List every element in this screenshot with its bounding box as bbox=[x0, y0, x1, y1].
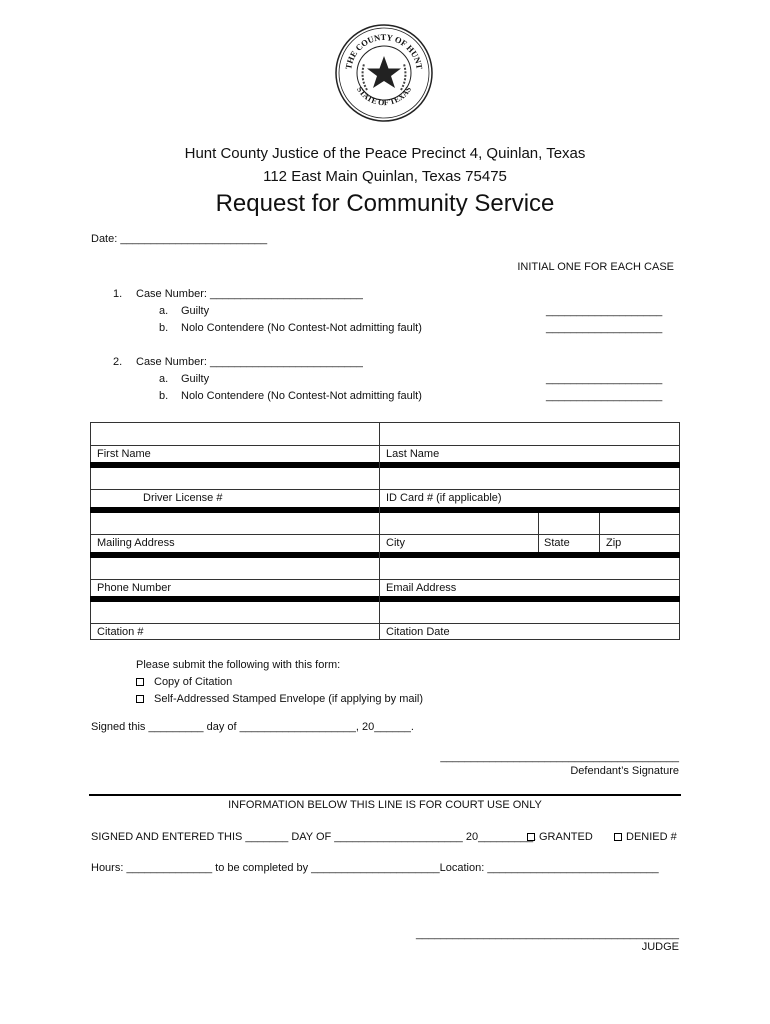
row-line bbox=[90, 579, 680, 580]
case-2-option-a-letter: a. bbox=[159, 373, 169, 385]
granted-label: GRANTED bbox=[539, 831, 593, 843]
denied-checkbox[interactable] bbox=[614, 833, 622, 841]
case-2-number: 2. bbox=[113, 356, 123, 368]
court-address: 112 East Main Quinlan, Texas 75475 bbox=[263, 168, 507, 185]
case-1-option-b-initial[interactable]: ___________________ bbox=[546, 322, 663, 334]
zip-input[interactable] bbox=[600, 513, 679, 534]
city-label: City bbox=[386, 537, 405, 549]
case-2-option-a-initial[interactable]: ___________________ bbox=[546, 373, 663, 385]
phone-input[interactable] bbox=[91, 558, 378, 579]
case-1-option-b-text: Nolo Contendere (No Contest-Not admitting fault) bbox=[181, 322, 422, 334]
submit-item-envelope bbox=[136, 693, 423, 705]
copy-of-citation-checkbox[interactable] bbox=[136, 678, 144, 686]
court-name: Hunt County Justice of the Peace Precinct 4, Quinlan, Texas bbox=[184, 145, 586, 162]
initial-header: INITIAL ONE FOR EACH CASE bbox=[517, 261, 674, 273]
case-1-option-a-initial[interactable]: ___________________ bbox=[546, 305, 663, 317]
case-2-option-b-initial[interactable]: ___________________ bbox=[546, 390, 663, 402]
granted-checkbox[interactable] bbox=[527, 833, 535, 841]
row-line bbox=[90, 623, 680, 624]
id-card-input[interactable] bbox=[380, 468, 679, 489]
case-1-option-b-letter: b. bbox=[159, 322, 169, 334]
last-name-input[interactable] bbox=[380, 423, 679, 445]
defendant-signature-field[interactable]: _______________________________________ bbox=[440, 751, 679, 763]
denied-label: DENIED # bbox=[626, 831, 677, 843]
svg-text:STATE OF TEXAS bbox=[355, 85, 413, 108]
date-field[interactable]: Date: ________________________ bbox=[91, 233, 268, 245]
phone-label: Phone Number bbox=[97, 582, 171, 594]
state-label: State bbox=[544, 537, 570, 549]
case-1-number: 1. bbox=[113, 288, 123, 300]
court-use-heading: INFORMATION BELOW THIS LINE IS FOR COURT USE ONLY bbox=[228, 799, 542, 811]
envelope-checkbox[interactable] bbox=[136, 695, 144, 703]
judge-signature-field[interactable]: ___________________________________________ bbox=[415, 928, 679, 940]
case-2-option-b-text: Nolo Contendere (No Contest-Not admitting fault) bbox=[181, 390, 422, 402]
mailing-address-label: Mailing Address bbox=[97, 537, 175, 549]
page-title: Request for Community Service bbox=[215, 190, 555, 217]
signed-entered-line[interactable]: SIGNED AND ENTERED THIS _______ DAY OF _____________________ 20_________. bbox=[91, 831, 537, 843]
city-input[interactable] bbox=[380, 513, 537, 534]
row-line bbox=[90, 489, 680, 490]
case-2-option-a-text: Guilty bbox=[181, 373, 210, 385]
driver-license-label: Driver License # bbox=[143, 492, 223, 504]
case-1-number-field[interactable]: Case Number: _________________________ bbox=[136, 288, 363, 300]
citation-number-label: Citation # bbox=[97, 626, 144, 638]
denied-option bbox=[614, 831, 677, 843]
zip-label: Zip bbox=[606, 537, 622, 549]
case-1-option-a-letter: a. bbox=[159, 305, 169, 317]
signed-this-line[interactable]: Signed this _________ day of ___________________, 20______. bbox=[91, 721, 414, 733]
last-name-label: Last Name bbox=[386, 448, 440, 460]
row-line bbox=[90, 534, 680, 535]
court-use-divider bbox=[89, 794, 681, 796]
case-1-option-a-text: Guilty bbox=[181, 305, 210, 317]
submit-item-citation-label: Copy of Citation bbox=[154, 676, 233, 688]
citation-number-input[interactable] bbox=[91, 602, 378, 623]
citation-date-label: Citation Date bbox=[386, 626, 450, 638]
first-name-input[interactable] bbox=[91, 423, 378, 445]
state-input[interactable] bbox=[539, 513, 598, 534]
driver-license-input[interactable] bbox=[91, 468, 378, 489]
case-2-option-b-letter: b. bbox=[159, 390, 169, 402]
id-card-label: ID Card # (if applicable) bbox=[386, 492, 502, 504]
first-name-label: First Name bbox=[97, 448, 151, 460]
county-seal bbox=[334, 20, 434, 126]
case-2-number-field[interactable]: Case Number: _________________________ bbox=[136, 356, 363, 368]
submit-item-citation bbox=[136, 676, 232, 688]
hours-location-line[interactable]: Hours: ______________ to be completed by _____________________Location: ____________________________ bbox=[91, 862, 659, 874]
submit-item-envelope-label: Self-Addressed Stamped Envelope (if applying by mail) bbox=[154, 693, 424, 705]
seal-top-text: THE COUNTY OF HUNT bbox=[343, 31, 425, 71]
citation-date-input[interactable] bbox=[380, 602, 679, 623]
email-label: Email Address bbox=[386, 582, 457, 594]
email-input[interactable] bbox=[380, 558, 679, 579]
defendant-signature-label: Defendant’s Signature bbox=[570, 765, 679, 777]
judge-label: JUDGE bbox=[641, 941, 679, 953]
submit-intro: Please submit the following with this form: bbox=[136, 659, 341, 671]
seal-bottom-text: STATE OF TEXAS bbox=[354, 85, 414, 108]
mailing-address-input[interactable] bbox=[91, 513, 378, 534]
granted-option bbox=[527, 831, 593, 843]
row-line bbox=[90, 445, 680, 446]
